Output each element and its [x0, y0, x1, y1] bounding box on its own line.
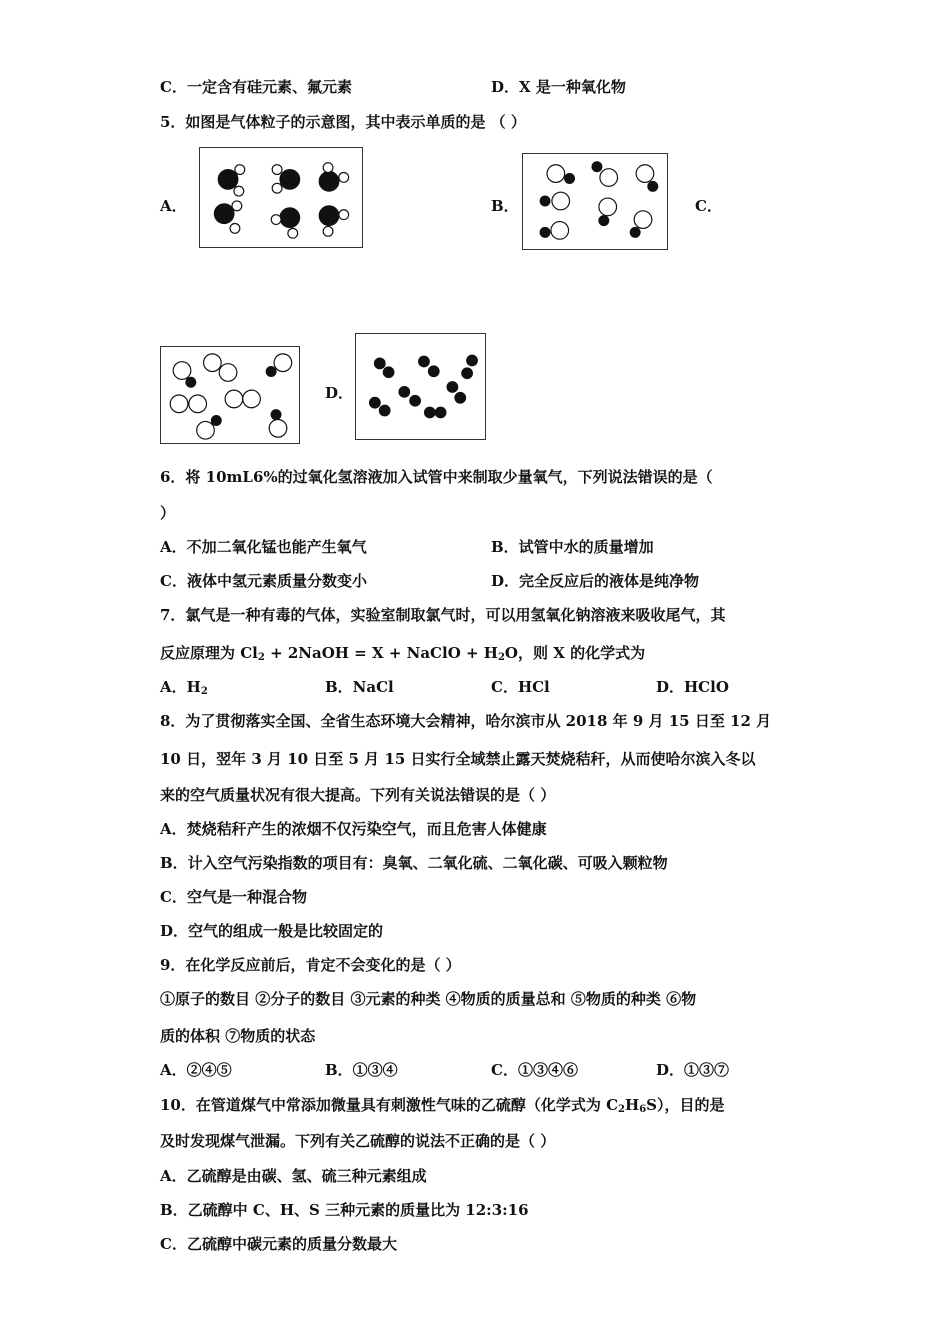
q7-option-b: B．NaCl	[325, 678, 394, 696]
q7-stem-line1: 7．氯气是一种有毒的气体，实验室制取氯气时，可以用氢氧化钠溶液来吸收尾气，其	[160, 606, 726, 624]
q5-diagram-b	[522, 153, 668, 250]
q8-stem-line2: 10 日，翌年 3 月 10 日至 5 月 15 日实行全域禁止露天焚烧秸秆，从而使哈尔滨入冬以	[160, 750, 756, 768]
molecule-diagram-d	[356, 334, 485, 439]
q6-stem-line2: ）	[160, 504, 176, 522]
q5-diagram-c	[160, 346, 300, 444]
q5-diagram-a	[199, 147, 363, 248]
q5-diagram-d	[355, 333, 486, 440]
q9-option-d: D．①③⑦	[656, 1061, 730, 1079]
molecule-diagram-c	[161, 347, 299, 443]
q9-items-line1: ①原子的数目 ②分子的数目 ③元素的种类 ④物质的质量总和 ⑤物质的种类 ⑥物	[160, 990, 697, 1008]
q10-stem-line1: 10．在管道煤气中常添加微量具有刺激性气味的乙硫醇（化学式为 $C_2H_6S$），目的是	[160, 1096, 725, 1115]
q5-label-d: D．	[325, 384, 354, 402]
q9-stem: 9．在化学反应前后，肯定不会变化的是（ ）	[160, 956, 461, 974]
molecule-diagram-b	[523, 154, 667, 249]
q10-option-b: B．乙硫醇中 C、H、S 三种元素的质量比为 12:3:16	[160, 1201, 529, 1219]
q7-option-c: C．HCl	[491, 678, 550, 696]
q8-stem-line1: 8．为了贯彻落实全国、全省生态环境大会精神，哈尔滨市从 2018 年 9 月 15 日至 12 月	[160, 712, 772, 730]
q8-option-d: D．空气的组成一般是比较固定的	[160, 922, 384, 940]
q6-option-c: C．液体中氢元素质量分数变小	[160, 572, 367, 590]
q6-option-b: B．试管中水的质量增加	[491, 538, 654, 556]
q8-option-b: B．计入空气污染指数的项目有：臭氧、二氧化硫、二氧化碳、可吸入颗粒物	[160, 854, 668, 872]
q10-stem-line2: 及时发现煤气泄漏。下列有关乙硫醇的说法不正确的是（ ）	[160, 1132, 556, 1150]
q5-label-c: C．	[695, 197, 722, 215]
q6-option-a: A．不加二氧化锰也能产生氧气	[160, 538, 367, 556]
q10-option-a: A．乙硫醇是由碳、氢、硫三种元素组成	[160, 1167, 427, 1185]
q8-option-c: C．空气是一种混合物	[160, 888, 307, 906]
q5-stem: 5．如图是气体粒子的示意图，其中表示单质的是 （ ）	[160, 113, 526, 131]
q8-stem-line3: 来的空气质量状况有很大提高。下列有关说法错误的是（ ）	[160, 786, 556, 804]
q7-stem-line2: 反应原理为 $Cl_2$ + 2NaOH = X + NaClO + $H_2O$，则 X 的化学式为	[160, 644, 646, 663]
q6-option-d: D．完全反应后的液体是纯净物	[491, 572, 700, 590]
q7-option-a: A．$H_2$	[160, 678, 208, 697]
q8-option-a: A．焚烧秸秆产生的浓烟不仅污染空气，而且危害人体健康	[160, 820, 547, 838]
q4-option-d: D．X 是一种氧化物	[491, 78, 626, 96]
q5-label-b: B．	[491, 197, 519, 215]
q10-option-c: C．乙硫醇中碳元素的质量分数最大	[160, 1235, 397, 1253]
q9-items-line2: 质的体积 ⑦物质的状态	[160, 1027, 316, 1045]
q4-option-c: C．一定含有硅元素、氟元素	[160, 78, 352, 96]
q5-label-a: A．	[160, 197, 187, 215]
molecule-diagram-a	[200, 148, 362, 247]
q9-option-b: B．①③④	[325, 1061, 398, 1079]
q9-option-a: A．②④⑤	[160, 1061, 232, 1079]
q6-stem-line1: 6．将 10mL6%的过氧化氢溶液加入试管中来制取少量氧气，下列说法错误的是（	[160, 468, 713, 486]
q7-option-d: D．HClO	[656, 678, 729, 696]
q9-option-c: C．①③④⑥	[491, 1061, 578, 1079]
